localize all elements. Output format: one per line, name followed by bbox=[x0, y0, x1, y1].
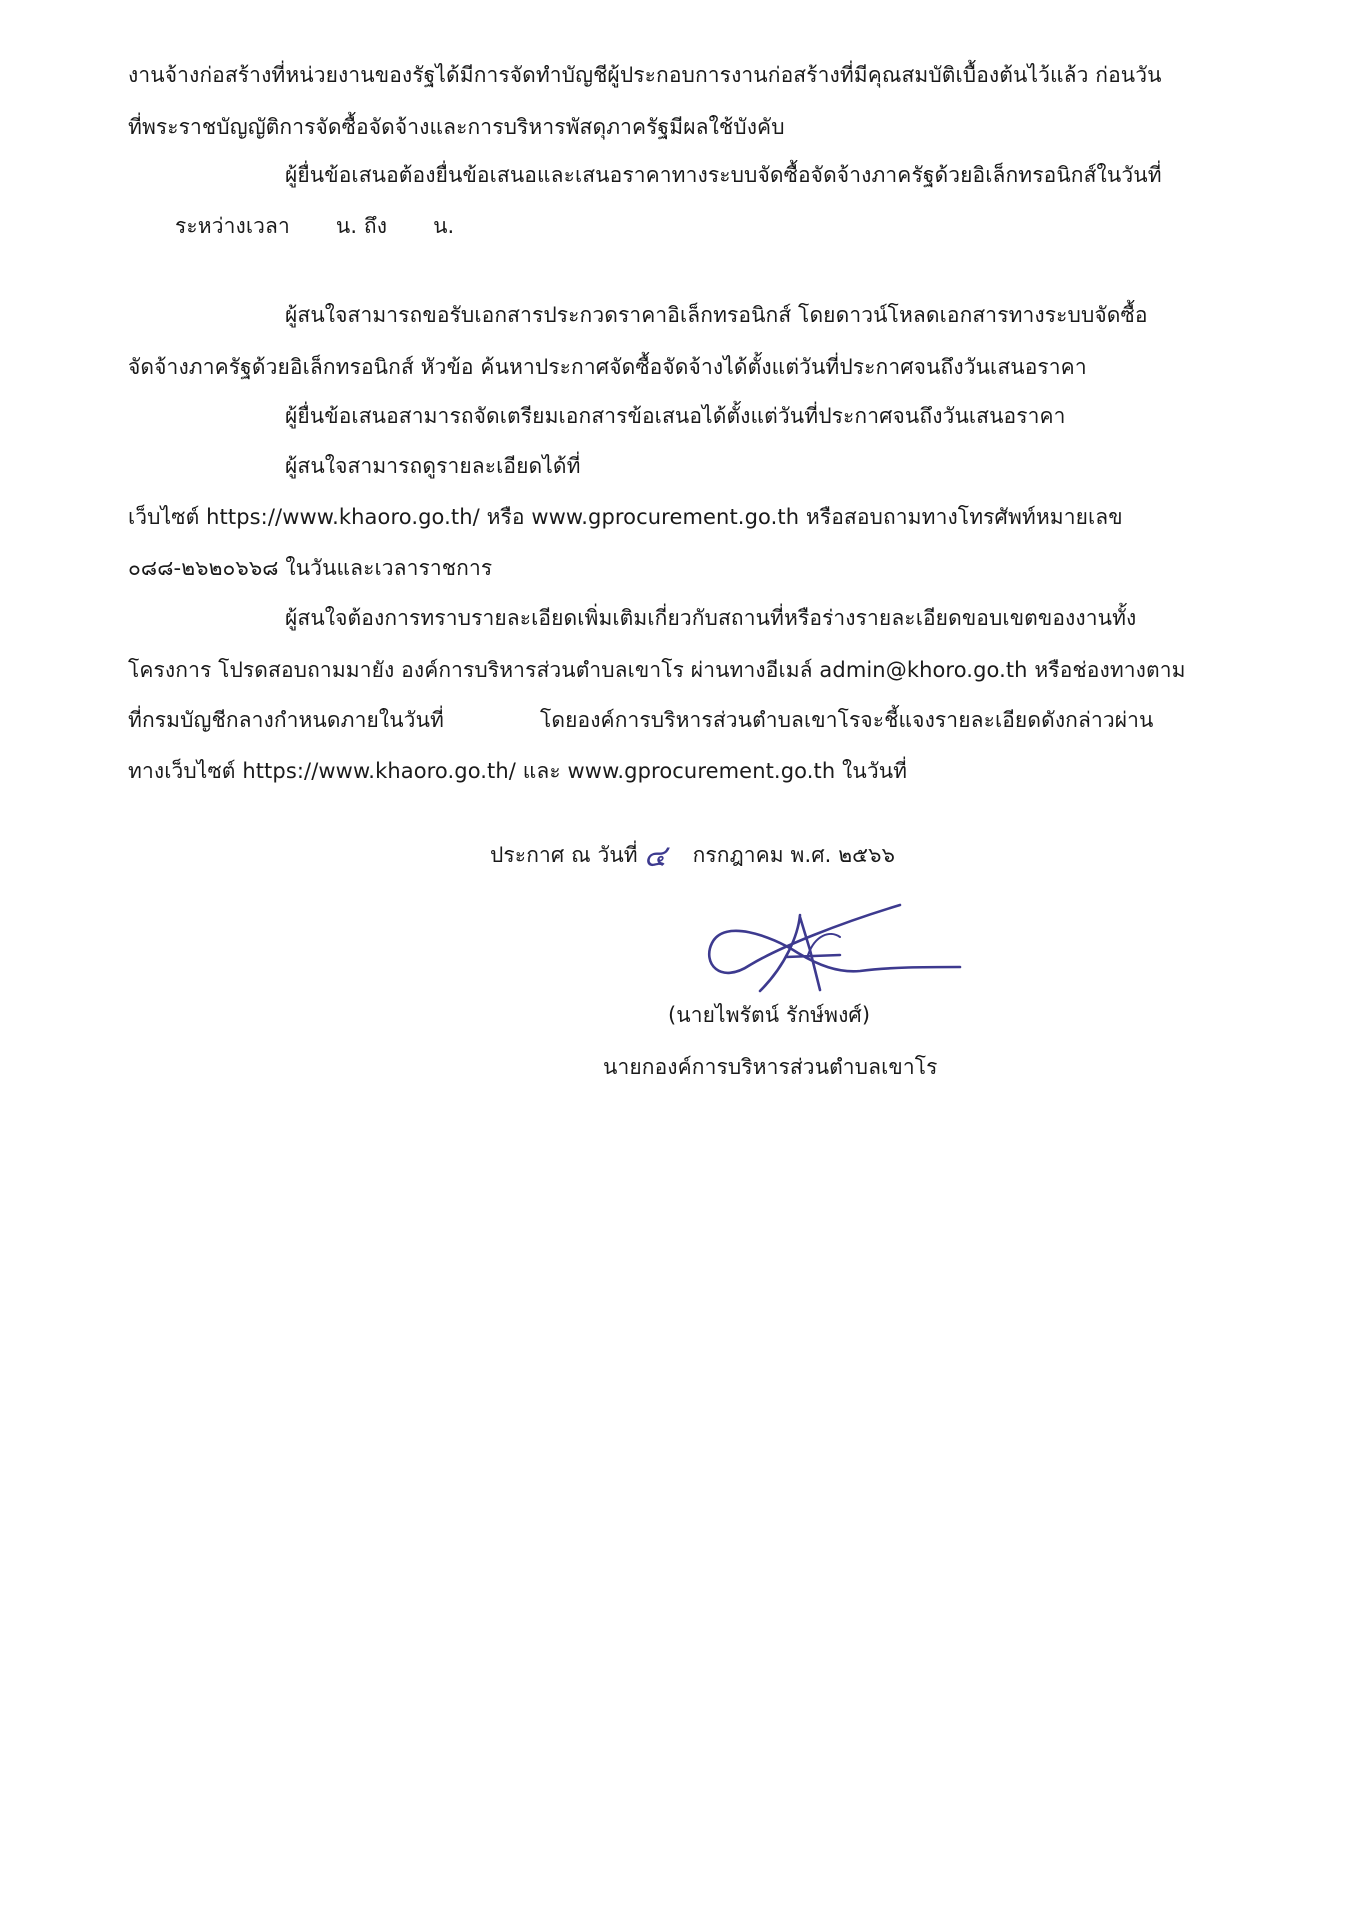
paragraph-3-line-1: ผู้สนใจสามารถขอรับเอกสารประกวดราคาอิเล็กทรอนิกส์ โดยดาวน์โหลดเอกสารทางระบบจัดซื้อ bbox=[285, 303, 1148, 327]
deadline-label: ที่กรมบัญชีกลางกำหนดภายในวันที่ bbox=[128, 708, 444, 732]
paragraph-6-line-1: ผู้สนใจต้องการทราบรายละเอียดเพิ่มเติมเกี่ยวกับสถานที่หรือร่างรายละเอียดขอบเขตของงานทั้ง bbox=[285, 606, 1137, 630]
signature-image bbox=[690, 895, 970, 1005]
signatory-name: (นายไพรัตน์ รักษ์พงศ์) bbox=[668, 1003, 871, 1027]
paragraph-3-line-2: จัดจ้างภาครัฐด้วยอิเล็กทรอนิกส์ หัวข้อ ค้นหาประกาศจัดซื้อจัดจ้างได้ตั้งแต่วันที่ประกาศจนถึงวันเสนอราคา bbox=[128, 355, 1087, 379]
paragraph-6-line-2: โครงการ โปรดสอบถามมายัง องค์การบริหารส่วนตำบลเขาโร ผ่านทางอีเมล์ admin@khoro.go.th หรือช่องทางตาม bbox=[128, 658, 1186, 682]
announcement-prefix: ประกาศ ณ วันที่ bbox=[490, 843, 638, 867]
time-range-end: น. bbox=[433, 214, 455, 238]
paragraph-6-line-3 bbox=[128, 705, 1154, 735]
time-range-to: น. ถึง bbox=[335, 214, 388, 238]
signatory-title: นายกองค์การบริหารส่วนตำบลเขาโร bbox=[603, 1055, 938, 1079]
paragraph-6-line-4: ทางเว็บไซต์ https://www.khaoro.go.th/ และ www.gprocurement.go.th ในวันที่ bbox=[128, 759, 908, 783]
paragraph-5-line-1: ผู้สนใจสามารถดูรายละเอียดได้ที่ bbox=[285, 454, 581, 478]
handwritten-day: ๔ bbox=[643, 839, 667, 874]
paragraph-1-line-2: ที่พระราชบัญญัติการจัดซื้อจัดจ้างและการบริหารพัสดุภาครัฐมีผลใช้บังคับ bbox=[128, 115, 785, 139]
time-range-label: ระหว่างเวลา bbox=[175, 214, 290, 238]
paragraph-2-line-2 bbox=[175, 211, 454, 241]
clarification-text: โดยองค์การบริหารส่วนตำบลเขาโรจะชี้แจงรายละเอียดดังกล่าวผ่าน bbox=[539, 708, 1154, 732]
paragraph-5-line-3: ๐๘๘-๒๖๒๐๖๖๘ ในวันและเวลาราชการ bbox=[128, 556, 493, 580]
paragraph-1-line-1: งานจ้างก่อสร้างที่หน่วยงานของรัฐได้มีการจัดทำบัญชีผู้ประกอบการงานก่อสร้างที่มีคุณสมบัติเบื้องต้นไว้แล้ว ก่อนวัน bbox=[128, 63, 1162, 87]
announcement-date bbox=[490, 840, 895, 872]
paragraph-2-line-1: ผู้ยื่นข้อเสนอต้องยื่นข้อเสนอและเสนอราคาทางระบบจัดซื้อจัดจ้างภาครัฐด้วยอิเล็กทรอนิกส์ในวันที่ bbox=[285, 163, 1162, 187]
announcement-month-year: กรกฎาคม พ.ศ. ๒๕๖๖ bbox=[692, 843, 896, 867]
paragraph-5-line-2: เว็บไซต์ https://www.khaoro.go.th/ หรือ www.gprocurement.go.th หรือสอบถามทางโทรศัพท์หมายเลข bbox=[128, 505, 1123, 529]
paragraph-4-line-1: ผู้ยื่นข้อเสนอสามารถจัดเตรียมเอกสารข้อเสนอได้ตั้งแต่วันที่ประกาศจนถึงวันเสนอราคา bbox=[285, 404, 1066, 428]
